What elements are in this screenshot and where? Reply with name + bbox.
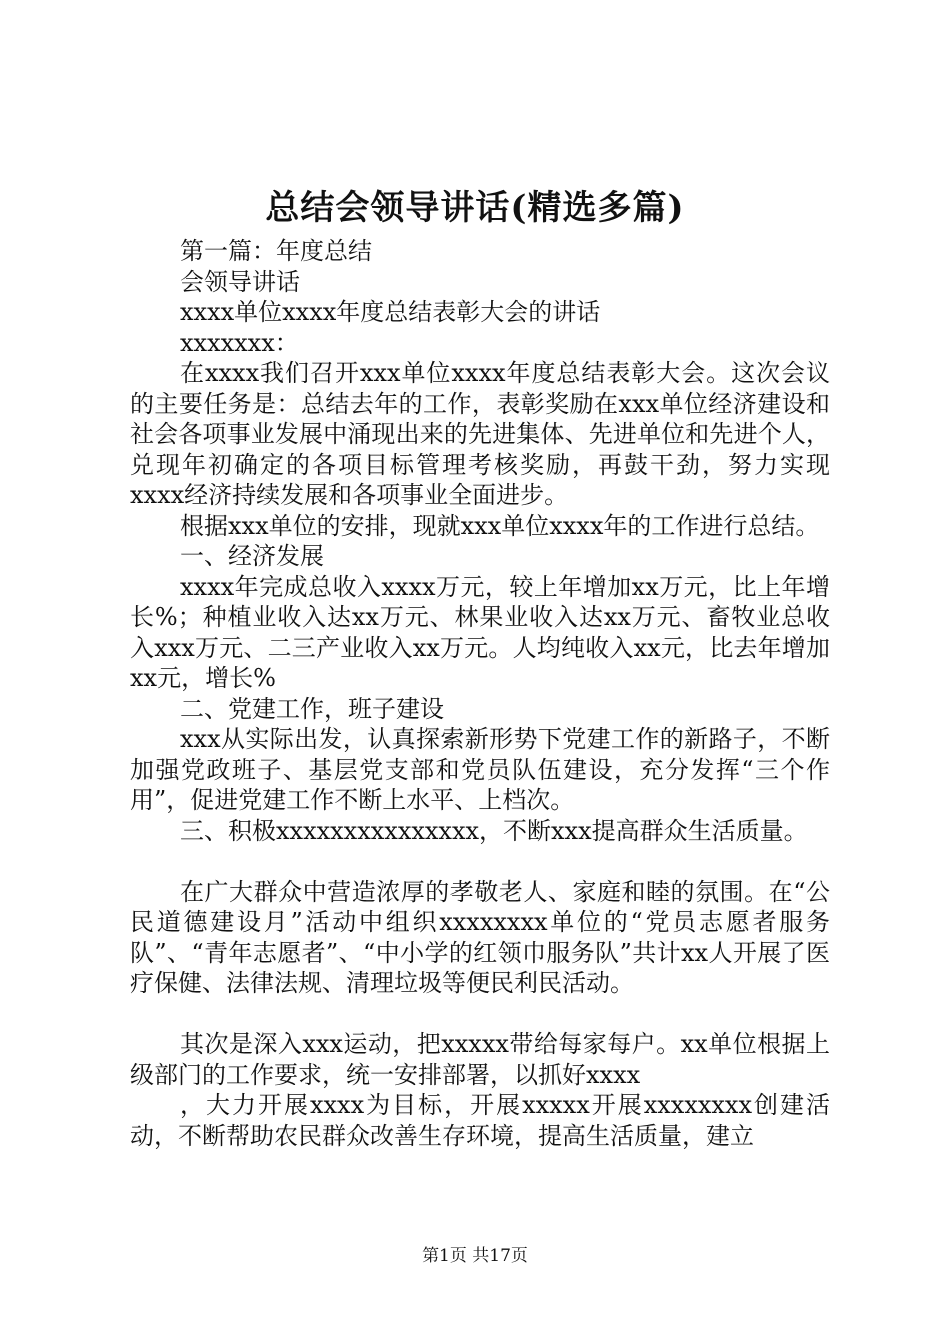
- section-heading: 二、党建工作，班子建设: [180, 694, 444, 723]
- paragraph: 在广大群众中营造浓厚的孝敬老人、家庭和睦的氛围。在“公民道德建设月”活动中组织xxxxxxxx单位的“党员志愿者服务队”、“青年志愿者”、“中小学的红领巾服务队”共计xx人开展了医疗保健、法律法规、清理垃圾等便民利民活动。: [130, 877, 830, 997]
- page-footer: 第1页 共17页: [422, 1246, 528, 1266]
- section-heading: 一、经济发展: [180, 542, 324, 570]
- document-title: 总结会领导讲话(精选多篇): [265, 188, 685, 228]
- paragraph-gap: [130, 846, 830, 877]
- document-body: [130, 236, 830, 1151]
- section-heading: 三、积极xxxxxxxxxxxxxxx，不断xxx提高群众生活质量。: [180, 816, 808, 845]
- paragraph: 根据xxx单位的安排，现就xxx单位xxxx年的工作进行总结。: [180, 511, 820, 540]
- paragraph: 在xxxx我们召开xxx单位xxxx年度总结表彰大会。这次会议的主要任务是：总结去年的工作，表彰奖励在xxx单位经济建设和社会各项事业发展中涌现出来的先进集体、先进单位和先进个人，兑现年初确定的各项目标管理考核奖励，再鼓干劲，努力实现xxxx经济持续发展和各项事业全面进步。: [130, 359, 830, 509]
- paragraph: xxxx年完成总收入xxxx万元，较上年增加xx万元，比上年增长%；种植业收入达xx万元、林果业收入达xx万元、畜牧业总收入xxx万元、二三产业收入xx万元。人均纯收入xx元，比去年增加xx元，增长%: [130, 572, 830, 692]
- speech-title: xxxx单位xxxx年度总结表彰大会的讲话: [180, 298, 601, 326]
- paragraph: 其次是深入xxx运动，把xxxxx带给每家每户。xx单位根据上级部门的工作要求，统一安排部署，以抓好xxxx: [130, 1030, 830, 1089]
- salutation: xxxxxxx：: [180, 328, 299, 357]
- section-heading: 第一篇：年度总结: [180, 237, 372, 265]
- paragraph-gap: [130, 999, 830, 1030]
- subheading: 会领导讲话: [180, 267, 300, 296]
- paragraph: ，大力开展xxxx为目标，开展xxxxx开展xxxxxxxx创建活动，不断帮助农民群众改善生存环境，提高生活质量，建立: [130, 1091, 830, 1150]
- paragraph: xxx从实际出发，认真探索新形势下党建工作的新路子，不断加强党政班子、基层党支部和党员队伍建设，充分发挥“三个作用”，促进党建工作不断上水平、上档次。: [130, 725, 830, 814]
